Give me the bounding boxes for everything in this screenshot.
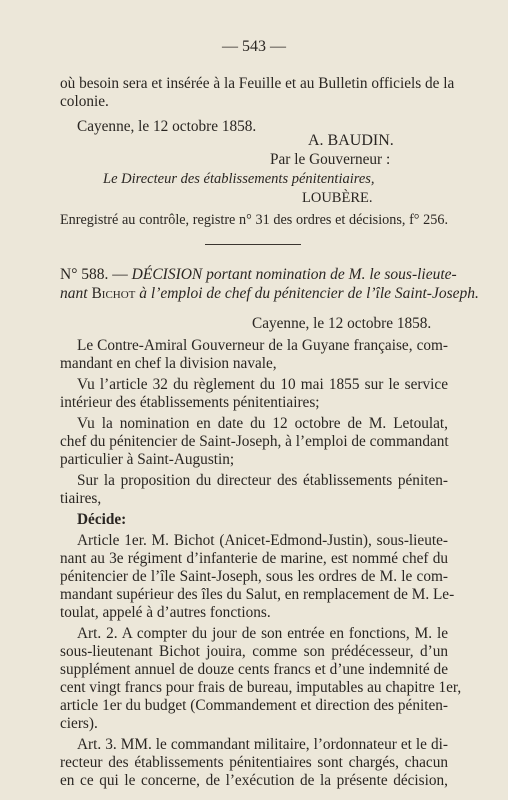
title-text: le sous-lieute- [369,266,457,283]
body-line: intérieur des établissements pénitentiaires; [60,394,320,411]
body-line: Art. 3. MM. le commandant militaire, l’ordonnateur et le di- [77,736,448,753]
title-text: portant nomination de [206,266,345,283]
signature-name: A. BAUDIN. [308,132,394,149]
body-line: tiaires, [60,490,102,507]
place-date: Cayenne, le 12 octobre 1858. [252,315,432,332]
body-line: Vu l’article 32 du règlement du 10 mai 1855 sur le service [77,376,448,393]
body-line: Art. 2. A compter du jour de son entrée en fonctions, M. le [77,625,448,642]
title-text: à l’emploi de chef du pénitencier de l’île Saint-Joseph. [139,285,479,302]
decision-number: N° 588. — [60,266,128,283]
text-line: colonie. [60,93,109,110]
body-line: recteur des établissements pénitentiaires sont chargés, chacun [60,754,448,771]
body-line: article 1er du budget (Commandement et direction des péniten- [60,697,448,714]
decision-heading-line [60,266,457,284]
body-line: pénitencier de l’île Saint-Joseph, sous les ordres de M. le com- [60,568,448,585]
body-line: en ce qui le concerne, de l’exécution de la présente décision, [60,772,448,789]
director-name: LOUBÈRE. [302,190,373,206]
body-line: nant au 3e régiment d’infanterie de marine, est nommé chef du [60,550,448,567]
decision-heading-line [60,285,479,303]
body-line: supplément annuel de douze cents francs et d’une indemnité de [60,661,448,678]
body-line: toulat, appelé à d’autres fonctions. [60,604,271,621]
text-line: où besoin sera et insérée à la Feuille et au Bulletin officiels de la [60,75,455,92]
decides-label: Décide: [77,511,127,528]
body-line: particulier à Saint-Augustin; [60,451,235,468]
body-line: sous-lieutenant Bichot jouira, comme son prédécesseur, d’un [60,643,448,660]
body-line: Vu la nomination en date du 12 octobre de M. Letoulat, [77,415,448,432]
title-name: Bichot [91,285,136,302]
page-number: — 543 — [222,38,286,55]
body-line: Article 1er. M. Bichot (Anicet-Edmond-Justin), sous-lieute- [77,532,448,549]
body-line: mandant en chef la division navale, [60,355,277,372]
title-text: M. [348,266,366,283]
place-date: Cayenne, le 12 octobre 1858. [77,118,257,135]
body-line: ciers). [60,715,98,732]
registration-note: Enregistré au contrôle, registre n° 31 des ordres et décisions, f° 256. [60,212,448,228]
body-line: cent vingt francs pour frais de bureau, imputables au chapitre 1er, [60,679,462,696]
body-line: Le Contre-Amiral Gouverneur de la Guyane française, com- [77,337,448,354]
director-title: Le Directeur des établissements pénitentiaires, [103,171,375,187]
decision-title-word: DÉCISION [131,266,203,283]
separator-rule [205,244,301,245]
body-line: Sur la proposition du directeur des établissements péniten- [77,472,448,489]
for-governor: Par le Gouverneur : [270,151,391,168]
body-line: chef du pénitencier de Saint-Joseph, à l’emploi de commandant [60,433,449,450]
title-text: nant [60,285,88,302]
body-line: mandant supérieur des îles du Salut, en remplacement de M. Le- [60,586,455,603]
